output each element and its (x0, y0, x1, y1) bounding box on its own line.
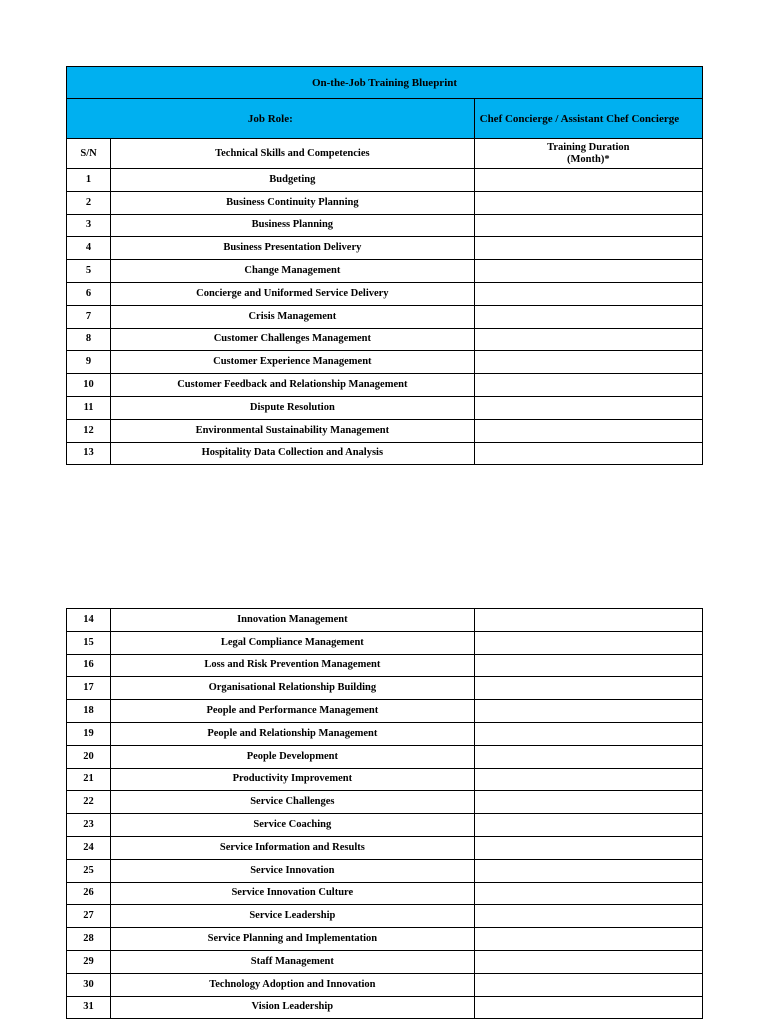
sn-cell: 8 (67, 328, 111, 351)
skill-cell: People and Relationship Management (111, 722, 475, 745)
duration-cell[interactable] (474, 442, 702, 465)
table-row (67, 396, 703, 419)
table-row (67, 631, 703, 654)
skill-cell: Innovation Management (111, 609, 475, 632)
sn-cell: 19 (67, 722, 111, 745)
sn-cell: 2 (67, 191, 111, 214)
skill-cell: Loss and Risk Prevention Management (111, 654, 475, 677)
skill-cell: Service Innovation Culture (111, 882, 475, 905)
sn-cell: 12 (67, 419, 111, 442)
sn-cell: 1 (67, 169, 111, 192)
duration-cell[interactable] (474, 973, 702, 996)
job-role-row (67, 99, 703, 139)
table-row (67, 260, 703, 283)
sn-cell: 24 (67, 836, 111, 859)
duration-cell[interactable] (474, 928, 702, 951)
sn-cell: 10 (67, 374, 111, 397)
sn-cell: 7 (67, 305, 111, 328)
skill-cell: Customer Feedback and Relationship Management (111, 374, 475, 397)
skill-cell: Service Coaching (111, 814, 475, 837)
skill-cell: Service Information and Results (111, 836, 475, 859)
skill-cell: Hospitality Data Collection and Analysis (111, 442, 475, 465)
skill-cell: Business Planning (111, 214, 475, 237)
column-header-row (67, 139, 703, 169)
table-row (67, 768, 703, 791)
title-row (67, 67, 703, 99)
duration-cell[interactable] (474, 745, 702, 768)
skill-cell: Business Presentation Delivery (111, 237, 475, 260)
table-row (67, 950, 703, 973)
job-role-label: Job Role: (67, 99, 475, 139)
duration-cell[interactable] (474, 609, 702, 632)
table-row (67, 328, 703, 351)
sn-cell: 31 (67, 996, 111, 1019)
duration-cell[interactable] (474, 328, 702, 351)
sn-cell: 9 (67, 351, 111, 374)
sn-cell: 18 (67, 700, 111, 723)
table-row (67, 654, 703, 677)
skills-header: Technical Skills and Competencies (111, 139, 475, 169)
skill-cell: Environmental Sustainability Management (111, 419, 475, 442)
sn-cell: 25 (67, 859, 111, 882)
skill-cell: Legal Compliance Management (111, 631, 475, 654)
table-row (67, 905, 703, 928)
table-row (67, 351, 703, 374)
sn-cell: 30 (67, 973, 111, 996)
sn-cell: 27 (67, 905, 111, 928)
sn-cell: 5 (67, 260, 111, 283)
table-row (67, 859, 703, 882)
table-row (67, 882, 703, 905)
skill-cell: Crisis Management (111, 305, 475, 328)
sn-cell: 29 (67, 950, 111, 973)
skill-cell: Organisational Relationship Building (111, 677, 475, 700)
table-row (67, 814, 703, 837)
table-row (67, 928, 703, 951)
sn-header: S/N (67, 139, 111, 169)
duration-cell[interactable] (474, 169, 702, 192)
duration-cell[interactable] (474, 722, 702, 745)
skill-cell: Dispute Resolution (111, 396, 475, 419)
table-row (67, 996, 703, 1019)
table-row (67, 169, 703, 192)
sn-cell: 14 (67, 609, 111, 632)
table-row (67, 677, 703, 700)
skill-cell: Technology Adoption and Innovation (111, 973, 475, 996)
skill-cell: Budgeting (111, 169, 475, 192)
table-row (67, 722, 703, 745)
duration-cell[interactable] (474, 305, 702, 328)
duration-cell[interactable] (474, 950, 702, 973)
sn-cell: 17 (67, 677, 111, 700)
duration-header (474, 139, 702, 169)
skill-cell: Service Leadership (111, 905, 475, 928)
duration-cell[interactable] (474, 905, 702, 928)
skill-cell: Service Planning and Implementation (111, 928, 475, 951)
skill-cell: People and Performance Management (111, 700, 475, 723)
duration-cell[interactable] (474, 791, 702, 814)
duration-cell[interactable] (474, 351, 702, 374)
sn-cell: 11 (67, 396, 111, 419)
table-row (67, 419, 703, 442)
skill-cell: Productivity Improvement (111, 768, 475, 791)
training-blueprint-table-page-1 (66, 66, 703, 465)
duration-cell[interactable] (474, 768, 702, 791)
duration-cell[interactable] (474, 237, 702, 260)
table-row (67, 191, 703, 214)
duration-cell[interactable] (474, 882, 702, 905)
table-title: On-the-Job Training Blueprint (67, 67, 703, 99)
duration-cell[interactable] (474, 214, 702, 237)
skill-cell: Change Management (111, 260, 475, 283)
duration-cell[interactable] (474, 631, 702, 654)
skill-cell: Business Continuity Planning (111, 191, 475, 214)
table-row (67, 700, 703, 723)
skill-cell: Service Innovation (111, 859, 475, 882)
duration-cell[interactable] (474, 859, 702, 882)
sn-cell: 6 (67, 282, 111, 305)
skill-cell: Customer Experience Management (111, 351, 475, 374)
skill-cell: Staff Management (111, 950, 475, 973)
sn-cell: 21 (67, 768, 111, 791)
duration-cell[interactable] (474, 396, 702, 419)
sn-cell: 15 (67, 631, 111, 654)
skill-cell: Service Challenges (111, 791, 475, 814)
sn-cell: 20 (67, 745, 111, 768)
duration-cell[interactable] (474, 282, 702, 305)
skill-cell: Customer Challenges Management (111, 328, 475, 351)
duration-header-line2: (Month)* (567, 153, 610, 165)
sn-cell: 23 (67, 814, 111, 837)
sn-cell: 4 (67, 237, 111, 260)
sn-cell: 22 (67, 791, 111, 814)
table-row (67, 609, 703, 632)
sn-cell: 13 (67, 442, 111, 465)
skill-cell: Concierge and Uniformed Service Delivery (111, 282, 475, 305)
sn-cell: 3 (67, 214, 111, 237)
sn-cell: 16 (67, 654, 111, 677)
job-role-value: Chef Concierge / Assistant Chef Concierge (474, 99, 702, 139)
duration-cell[interactable] (474, 374, 702, 397)
duration-cell[interactable] (474, 700, 702, 723)
table-row (67, 442, 703, 465)
table-row (67, 374, 703, 397)
duration-cell[interactable] (474, 419, 702, 442)
duration-cell[interactable] (474, 814, 702, 837)
skill-cell: Vision Leadership (111, 996, 475, 1019)
duration-cell[interactable] (474, 996, 702, 1019)
duration-header-line1: Training Duration (547, 141, 630, 153)
duration-cell[interactable] (474, 677, 702, 700)
table-row (67, 791, 703, 814)
duration-cell[interactable] (474, 260, 702, 283)
table-row (67, 282, 703, 305)
sn-cell: 28 (67, 928, 111, 951)
table-row (67, 237, 703, 260)
training-blueprint-table-page-2 (66, 608, 703, 1019)
duration-cell[interactable] (474, 654, 702, 677)
duration-cell[interactable] (474, 191, 702, 214)
sn-cell: 26 (67, 882, 111, 905)
table-row (67, 305, 703, 328)
table-row (67, 973, 703, 996)
duration-cell[interactable] (474, 836, 702, 859)
table-row (67, 214, 703, 237)
table-row (67, 836, 703, 859)
skill-cell: People Development (111, 745, 475, 768)
table-row (67, 745, 703, 768)
